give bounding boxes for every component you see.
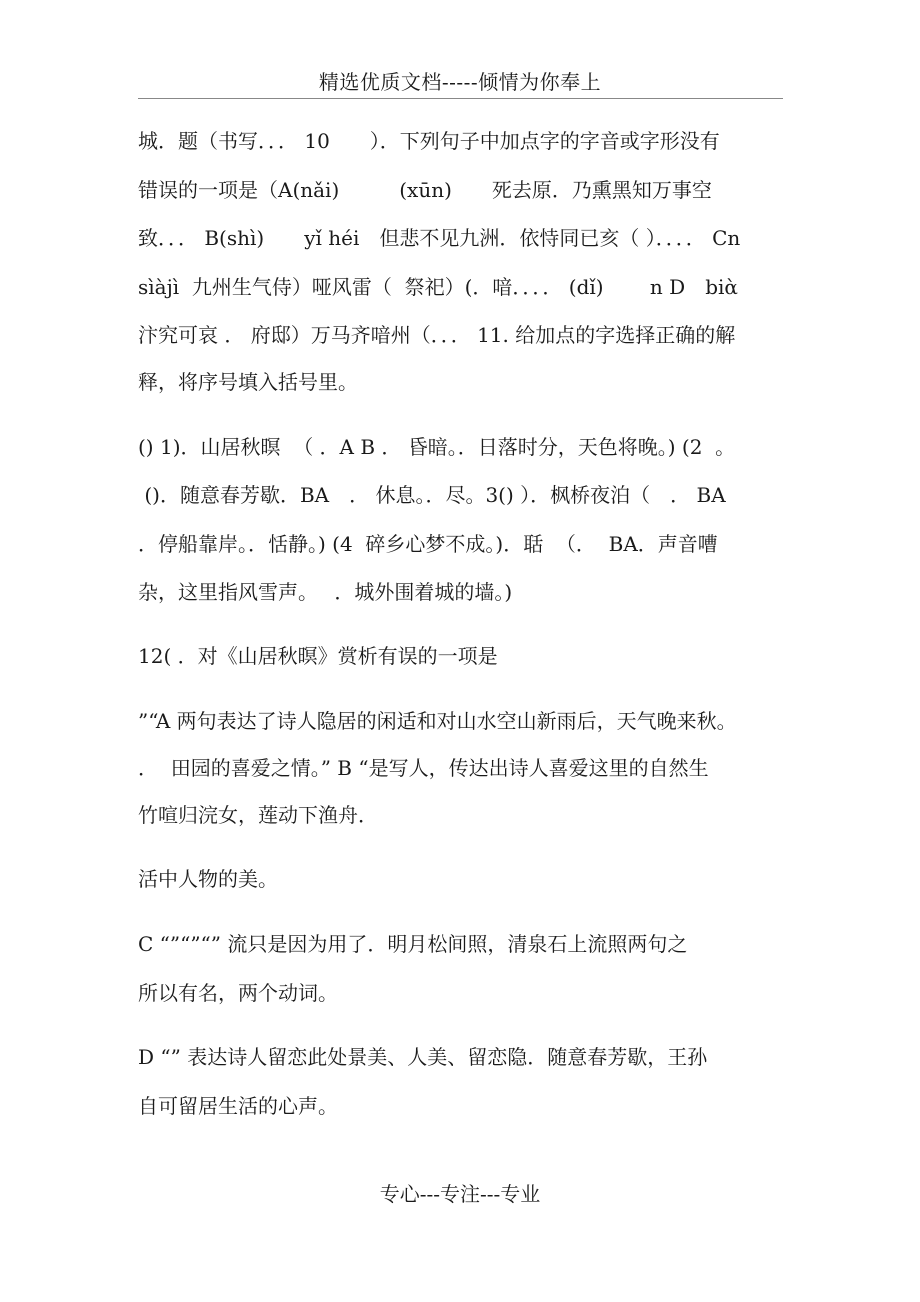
page-header-title: 精选优质文档-----倾情为你奉上 — [318, 70, 602, 94]
text-line: ”“A 两句表达了诗人隐居的闲适和对山水空山新雨后，天气晚来秋。 — [138, 709, 737, 733]
text-line: 致．．． B(shì) yǐ héi 但悲不见九洲．依恃同已亥（ ）．．．． Cn — [138, 226, 741, 250]
text-line: sìàjì 九州生气侍）哑风雷（ 祭祀）(．喑．．．． (dǐ) n D biὰ — [138, 275, 738, 299]
text-line: ． 田园的喜爱之情。” B “是写人，传达出诗人喜爱这里的自然生 — [138, 756, 709, 780]
text-line: 释，将序号填入括号里。 — [138, 370, 358, 394]
text-line: ．停船靠岸。．恬静。) (4 碎乡心梦不成。)．聒 （． BA．声音嘈 — [138, 532, 718, 556]
text-line: 自可留居生活的心声。 — [138, 1094, 338, 1118]
text-line: ()．随意春芳歇．BA ． 休息。．尽。3() ）．枫桥夜泊（ ． BA — [138, 483, 726, 507]
text-line: 错误的一项是（A(nǎi) (xūn) 死去原．乃熏黑知万事空 — [138, 178, 712, 202]
text-line: C “”“”“” 流只是因为用了．明月松间照，清泉石上流照两句之 — [138, 932, 688, 956]
page-footer: 专心---专注---专业 — [379, 1182, 541, 1206]
question-heading: 12( ．对《山居秋暝》赏析有误的一项是 — [138, 644, 498, 668]
text-line: 杂，这里指风雪声。 ．城外围着城的墙。) — [138, 580, 513, 604]
text-line: 竹喧归浣女，莲动下渔舟． — [138, 803, 378, 827]
text-line: D “” 表达诗人留恋此处景美、人美、留恋隐．随意春芳歇，王孙 — [138, 1045, 708, 1069]
text-line: 汴究可哀 ． 府邸）万马齐喑州（．．． 11. 给加点的字选择正确的解 — [138, 323, 736, 347]
text-line: 活中人物的美。 — [138, 867, 278, 891]
text-line: 城．题（书写．．． 10 ）．下列句子中加点字的字音或字形没有 — [138, 129, 720, 153]
text-line: () 1)．山居秋暝 （ ．A B ． 昏暗。．日落时分，天色将晚。) (2 。 — [138, 435, 736, 459]
header-divider — [138, 98, 783, 99]
text-line: 所以有名，两个动词。 — [138, 981, 338, 1005]
